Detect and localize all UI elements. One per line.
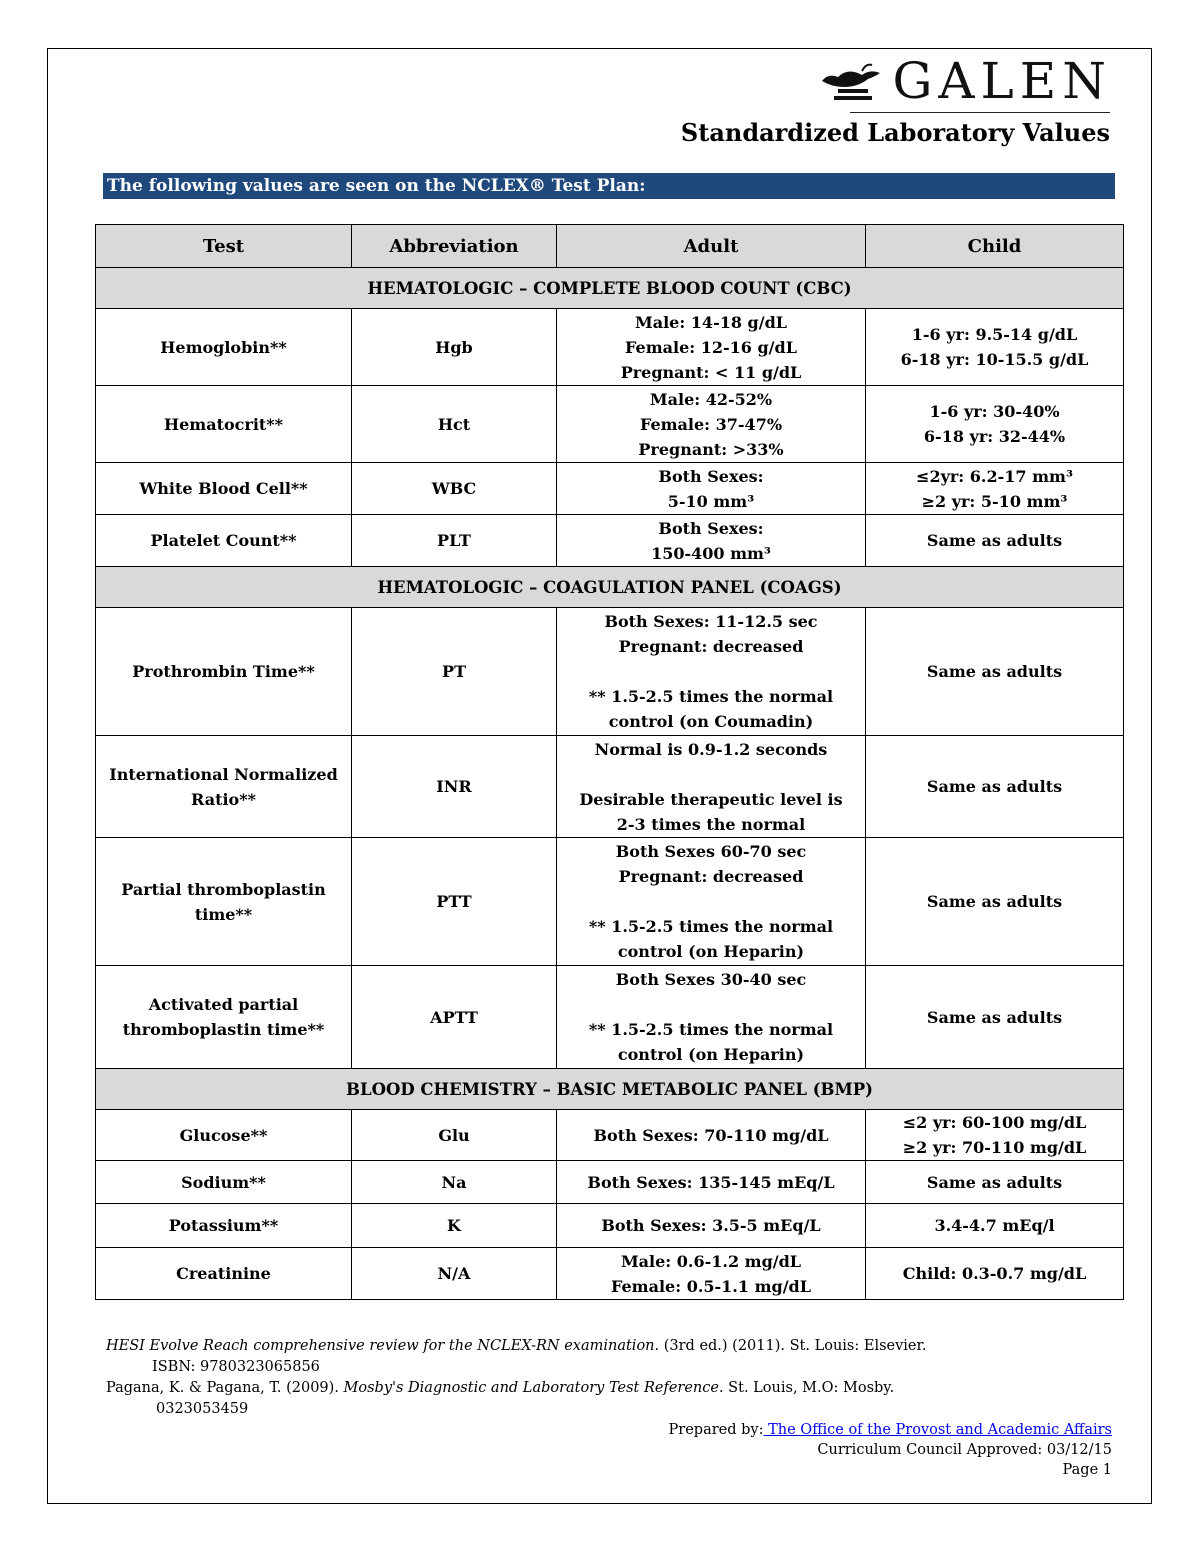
test-name-cell-line: International Normalized <box>109 764 338 784</box>
test-name-cell <box>96 386 352 463</box>
child-range-cell-line: ≥2 yr: 70-110 mg/dL <box>902 1138 1087 1157</box>
approval-date: Curriculum Council Approved: 03/12/15 <box>817 1442 1112 1458</box>
adult-range-cell-line: ** 1.5-2.5 times the normal <box>588 687 834 706</box>
test-name-cell <box>96 1248 352 1300</box>
child-range-cell-line: Same as adults <box>926 662 1063 681</box>
abbreviation-cell: Hct <box>352 386 557 463</box>
adult-range-cell-line: Male: 0.6-1.2 mg/dL <box>620 1251 802 1271</box>
adult-range-cell-line: Male: 14-18 g/dL <box>634 312 788 332</box>
table-row <box>96 1204 1124 1248</box>
adult-range-cell-line: Both Sexes: <box>658 518 764 538</box>
abbreviation-cell: Na <box>352 1161 557 1204</box>
abbreviation-cell: PTT <box>352 838 557 966</box>
child-range-cell-line: Same as adults <box>926 1007 1063 1027</box>
section-title: HEMATOLOGIC – COAGULATION PANEL (COAGS) <box>96 567 1124 608</box>
page-number: Page 1 <box>1062 1462 1112 1478</box>
adult-range-cell <box>557 736 866 838</box>
abbreviation-cell: WBC <box>352 463 557 515</box>
test-name-cell-line: Prothrombin Time** <box>132 662 315 681</box>
column-header: Abbreviation <box>352 225 557 268</box>
column-header: Child <box>866 225 1124 268</box>
page-title: Standardized Laboratory Values <box>680 118 1110 147</box>
adult-range-cell-line: 5-10 mm³ <box>667 491 755 511</box>
adult-range-cell-line: Both Sexes 60-70 sec <box>615 842 807 861</box>
section-header-row <box>96 1069 1124 1110</box>
adult-range-cell-line: Pregnant: >33% <box>638 439 784 459</box>
adult-range-cell-line: 2-3 times the normal <box>616 814 806 834</box>
child-range-cell-line: 6-18 yr: 10-15.5 g/dL <box>900 350 1089 369</box>
reference-text: St. Louis, M.O: Mosby. <box>723 1380 895 1396</box>
child-range-cell-line: ≤2yr: 6.2-17 mm³ <box>916 466 1073 486</box>
test-name-cell-line: Platelet Count** <box>150 531 297 550</box>
test-name-cell-line: Activated partial <box>148 995 299 1014</box>
test-name-cell-line: Partial thromboplastin <box>121 879 326 899</box>
abbreviation-cell: PLT <box>352 515 557 567</box>
table-row <box>96 386 1124 463</box>
child-range-cell-line: 6-18 yr: 32-44% <box>923 427 1066 446</box>
adult-range-cell-line: Pregnant: < 11 g/dL <box>620 362 802 382</box>
adult-range-cell-line: Female: 0.5-1.1 mg/dL <box>611 1276 811 1296</box>
test-name-cell <box>96 1161 352 1204</box>
adult-range-cell-line: Both Sexes 30-40 sec <box>615 970 807 989</box>
adult-range-cell-line: Male: 42-52% <box>649 389 773 409</box>
adult-range-cell-line: Female: 12-16 g/dL <box>625 337 797 357</box>
table-header-row <box>96 225 1124 268</box>
child-range-cell <box>866 386 1124 463</box>
child-range-cell-line: ≤2 yr: 60-100 mg/dL <box>902 1113 1087 1132</box>
galen-logo <box>818 52 1112 110</box>
adult-range-cell <box>557 608 866 736</box>
child-range-cell-line: 1-6 yr: 9.5-14 g/dL <box>911 325 1078 344</box>
test-name-cell <box>96 463 352 515</box>
table-row <box>96 608 1124 736</box>
test-name-cell <box>96 1204 352 1248</box>
table-row <box>96 1248 1124 1300</box>
child-range-cell <box>866 736 1124 838</box>
adult-range-cell <box>557 838 866 966</box>
test-name-cell-line: Ratio** <box>191 789 256 809</box>
adult-range-cell <box>557 1248 866 1300</box>
adult-range-cell <box>557 386 866 463</box>
references <box>106 1336 926 1420</box>
test-name-cell <box>96 1110 352 1161</box>
logo-underline <box>850 112 1110 113</box>
test-name-cell-line: Creatinine <box>176 1264 271 1283</box>
adult-range-cell-line: Both Sexes: <box>658 466 764 486</box>
test-name-cell-line: time** <box>194 904 253 924</box>
prepared-by-footer <box>669 1420 1112 1480</box>
child-range-cell-line: Same as adults <box>926 531 1063 550</box>
child-range-cell-line: Child: 0.3-0.7 mg/dL <box>902 1264 1087 1283</box>
adult-range-cell-line: Both Sexes: 3.5-5 mEq/L <box>601 1216 821 1235</box>
test-name-cell <box>96 736 352 838</box>
test-name-cell-line: Sodium** <box>181 1172 266 1192</box>
test-name-cell <box>96 838 352 966</box>
adult-range-cell-line: Both Sexes: 11-12.5 sec <box>604 612 818 631</box>
adult-range-cell-line: Normal is 0.9-1.2 seconds <box>594 739 828 759</box>
child-range-cell-line: ≥2 yr: 5-10 mm³ <box>921 491 1068 511</box>
adult-range-cell-line: Both Sexes: 135-145 mEq/L <box>587 1172 835 1192</box>
lab-values-table <box>95 224 1124 1300</box>
child-range-cell-line: Same as adults <box>926 892 1063 911</box>
adult-range-cell-line: 150-400 mm³ <box>651 543 771 563</box>
adult-range-cell-line: ** 1.5-2.5 times the normal <box>588 917 834 936</box>
child-range-cell-line: 1-6 yr: 30-40% <box>929 402 1060 421</box>
table-row <box>96 838 1124 966</box>
table-row <box>96 1110 1124 1161</box>
reference-authors: Pagana, K. & Pagana, T. (2009). <box>106 1380 344 1396</box>
child-range-cell <box>866 1110 1124 1161</box>
table-row <box>96 966 1124 1069</box>
adult-range-cell-line: Pregnant: decreased <box>618 637 804 656</box>
provost-office-link[interactable]: The Office of the Provost and Academic Affairs <box>763 1422 1112 1438</box>
table-row <box>96 309 1124 386</box>
abbreviation-cell: INR <box>352 736 557 838</box>
section-title: HEMATOLOGIC – COMPLETE BLOOD COUNT (CBC) <box>96 268 1124 309</box>
prepared-label: Prepared by: <box>668 1422 764 1438</box>
abbreviation-cell: Hgb <box>352 309 557 386</box>
section-header-row <box>96 268 1124 309</box>
logo-wordmark: GALEN <box>892 52 1112 110</box>
table-row <box>96 736 1124 838</box>
adult-range-cell-line: control (on Heparin) <box>617 942 805 961</box>
abbreviation-cell: PT <box>352 608 557 736</box>
adult-range-cell-line: Both Sexes: 70-110 mg/dL <box>593 1125 829 1145</box>
child-range-cell <box>866 608 1124 736</box>
adult-range-cell-line: Desirable therapeutic level is <box>579 789 843 809</box>
child-range-cell <box>866 1161 1124 1204</box>
abbreviation-cell: K <box>352 1204 557 1248</box>
adult-range-cell <box>557 515 866 567</box>
test-name-cell <box>96 608 352 736</box>
reference-title: Mosby's Diagnostic and Laboratory Test Reference. <box>343 1380 724 1396</box>
lamp-icon <box>818 59 888 103</box>
adult-range-cell-line <box>561 992 861 1017</box>
child-range-cell <box>866 1248 1124 1300</box>
adult-range-cell <box>557 463 866 515</box>
adult-range-cell <box>557 1110 866 1161</box>
adult-range-cell <box>557 1161 866 1204</box>
reference-1 <box>106 1336 926 1357</box>
child-range-cell <box>866 1204 1124 1248</box>
table-row <box>96 515 1124 567</box>
child-range-cell <box>866 966 1124 1069</box>
test-name-cell <box>96 309 352 386</box>
test-name-cell <box>96 966 352 1069</box>
column-header: Test <box>96 225 352 268</box>
test-name-cell-line: Glucose** <box>179 1125 268 1145</box>
test-name-cell <box>96 515 352 567</box>
child-range-cell-line: Same as adults <box>926 1172 1063 1192</box>
abbreviation-cell: APTT <box>352 966 557 1069</box>
test-name-cell-line: White Blood Cell** <box>139 479 308 498</box>
test-name-cell-line: Hemoglobin** <box>160 337 287 357</box>
reference-isbn: 0323053459 <box>156 1401 249 1417</box>
section-title: BLOOD CHEMISTRY – BASIC METABOLIC PANEL (BMP) <box>96 1069 1124 1110</box>
reference-2 <box>106 1378 926 1399</box>
adult-range-cell-line: Female: 37-47% <box>639 414 783 434</box>
adult-range-cell <box>557 1204 866 1248</box>
adult-range-cell-line <box>561 659 861 684</box>
table-row <box>96 1161 1124 1204</box>
adult-range-cell-line: control (on Heparin) <box>617 1045 805 1064</box>
adult-range-cell <box>557 966 866 1069</box>
adult-range-cell-line <box>561 889 861 914</box>
child-range-cell <box>866 463 1124 515</box>
reference-isbn: ISBN: 9780323065856 <box>152 1359 320 1375</box>
test-name-cell-line: thromboplastin time** <box>122 1020 325 1039</box>
reference-text: (3rd ed.) (2011). St. Louis: Elsevier. <box>659 1338 927 1354</box>
column-header: Adult <box>557 225 866 268</box>
test-name-cell-line: Hematocrit** <box>163 414 284 434</box>
child-range-cell-line: 3.4-4.7 mEq/l <box>934 1216 1055 1235</box>
child-range-cell-line: Same as adults <box>926 777 1063 796</box>
reference-title: HESI Evolve Reach comprehensive review for the NCLEX-RN examination. <box>106 1338 660 1354</box>
abbreviation-cell: Glu <box>352 1110 557 1161</box>
adult-range-cell-line: control (on Coumadin) <box>608 712 814 731</box>
child-range-cell <box>866 309 1124 386</box>
abbreviation-cell: N/A <box>352 1248 557 1300</box>
adult-range-cell-line: Pregnant: decreased <box>618 867 804 886</box>
adult-range-cell <box>557 309 866 386</box>
adult-range-cell-line <box>561 762 861 787</box>
section-header-row <box>96 567 1124 608</box>
nclex-banner: The following values are seen on the NCLEX® Test Plan: <box>103 173 1115 199</box>
table-row <box>96 463 1124 515</box>
test-name-cell-line: Potassium** <box>168 1216 279 1235</box>
child-range-cell <box>866 838 1124 966</box>
adult-range-cell-line: ** 1.5-2.5 times the normal <box>588 1020 834 1039</box>
child-range-cell <box>866 515 1124 567</box>
